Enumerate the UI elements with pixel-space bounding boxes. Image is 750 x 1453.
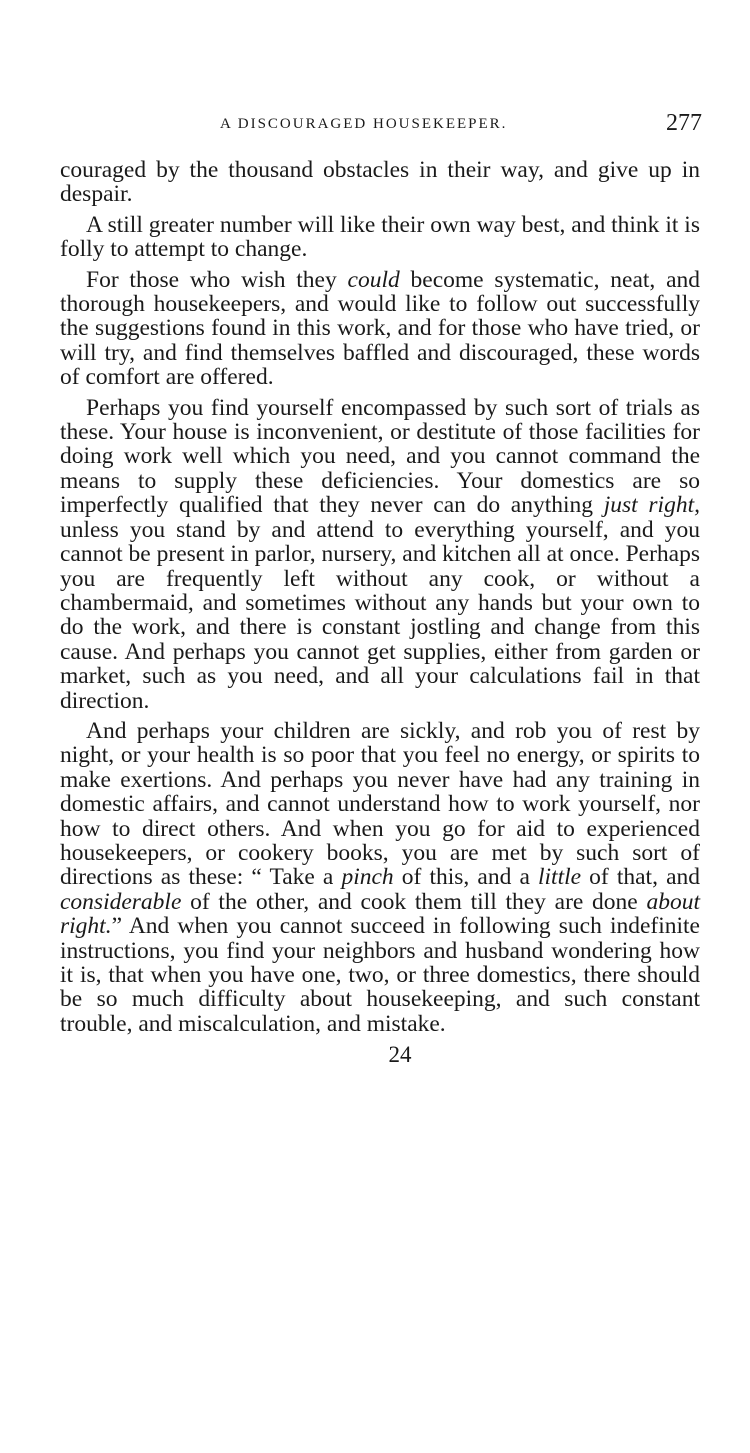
- italic-text: could: [347, 266, 400, 293]
- paragraph: [60, 268, 700, 390]
- text-run: Perhaps you find yourself encompassed by such sort of trials as these. Your house is inconvenient, or destitute of those facilities for doing work well which you need, and you cannot command the means to supply these deficiencies. Your domestics are so imperfectly qualified that they never can do anything: [60, 394, 700, 519]
- paragraph: [60, 719, 700, 1036]
- text-run: couraged by the thousand obstacles in their way, and give up in despair.: [60, 157, 700, 208]
- text-run: unless you stand by and attend to everything yourself, and you cannot be present in parlor, nursery, and kitchen all at once. Perhaps you are frequently left without any cook, or without a chambermaid, and sometimes without any hands but your own to do the work, and there is constant jostling and change from this cause. And perhaps you cannot get supplies, either from garden or market, such as you need, and all your calculations fail in that direction.: [60, 516, 700, 714]
- italic-text: just right,: [603, 492, 700, 519]
- running-head: [60, 112, 700, 144]
- italic-text: pinch: [341, 864, 394, 891]
- signature-mark: 24: [388, 1042, 412, 1068]
- paragraph: [60, 396, 700, 713]
- running-head-title: A DISCOURAGED HOUSEKEEPER.: [220, 116, 508, 132]
- text-run: become systematic, neat, and thorough housekeepers, and would like to follow out successfully the suggestions found in this work, and for those who have tried, or will try, and find themselves baffled and discouraged, these words of comfort are offered.: [60, 266, 700, 391]
- italic-text: little: [537, 864, 582, 891]
- book-page: [60, 112, 700, 1068]
- text-run: And perhaps your children are sickly, and rob you of rest by night, or your health is so poor that you feel no energy, or spirits to make exertions. And perhaps you never have had any training in domestic affairs, and cannot understand how to work yourself, nor how to direct others. And when you go for aid to experienced housekeepers, or cookery books, you are met by such sort of directions as these: “ Take a: [60, 717, 700, 891]
- text-run: of this, and a: [393, 864, 538, 891]
- text-run: of the other, and cook them till they are done: [181, 888, 647, 915]
- body-text: [60, 158, 700, 1036]
- paragraph: [60, 158, 700, 207]
- italic-text: considerable: [60, 888, 182, 915]
- text-run: For those who wish they: [86, 266, 348, 293]
- text-run: A still greater number will like their own way best, and think it is folly to attempt to change.: [60, 211, 700, 263]
- text-run: of that, and: [581, 864, 701, 891]
- page-number: 277: [666, 110, 702, 136]
- italic-text: about right.: [60, 888, 700, 940]
- text-run: ” And when you cannot succeed in following such indefinite instructions, you find your neighbors and husband wondering how it is, that when you have one, two, or three domestics, there should be so much difficulty about housekeeping, and such constant trouble, and miscalculation, and mistake.: [60, 913, 700, 1037]
- paragraph: [60, 213, 700, 262]
